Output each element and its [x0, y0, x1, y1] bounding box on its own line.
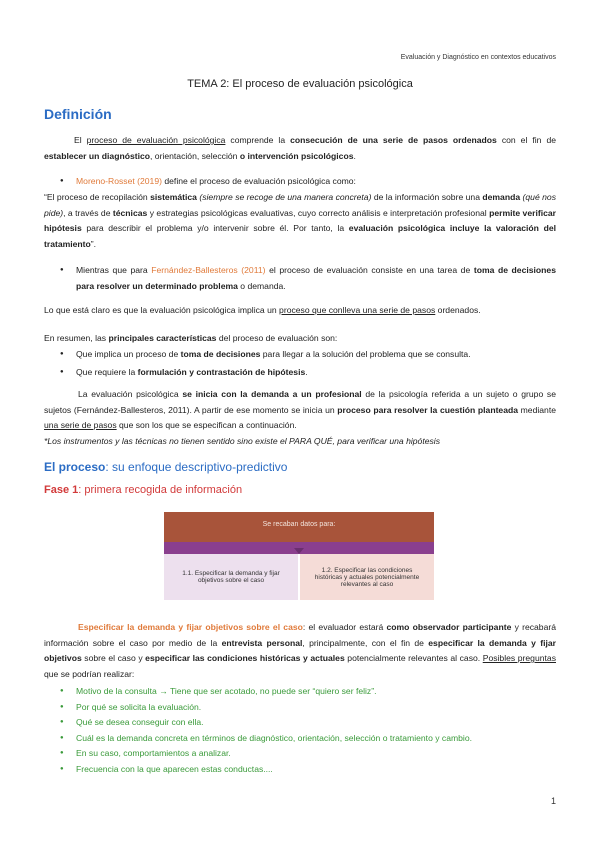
page-number: 1 [550, 796, 556, 806]
diagram-box-conditions: 1.2. Especificar las condiciones históricas y actuales potencialmente relevantes al caso [300, 554, 434, 600]
footnote-instruments: *Los instrumentos y las técnicas no tienen sentido sino existe el PARA QUÉ, para verificar una hipótesis [44, 436, 440, 446]
characteristics-list [60, 347, 556, 380]
paragraph-phase1: Especificar la demanda y fijar objetivos sobre el caso: el evaluador estará como observador participante y recabará información sobre el caso por medio de la entrevista personal, principalmente, con el fin de especificar la demanda y fijar objetivos sobre el caso y especificar las condiciones históricas y actuales potencialmente relevantes al caso. Posibles preguntas que se podrían realizar: [44, 622, 557, 679]
running-header: Evaluación y Diagnóstico en contextos educativos [400, 54, 556, 61]
quote-definition: “El proceso de recopilación sistemática (siempre se recoge de una manera concreta) de la información sobre una demanda (qué nos pide), a través de técnicas y estrategias psicológicas evaluativas, cuyo correcto análisis e interpretación profesional permite verificar hipótesis para describir el problema y/o intervenir sobre él. Por tanto, la evaluación psicológica incluye la valoración del tratamiento”. [44, 192, 556, 249]
phase-heading: Fase 1: primera recogida de información [44, 484, 243, 496]
list-item: ● Por qué se solicita la evaluación. [60, 700, 556, 716]
list-item: ● Cuál es la demanda concreta en términos de diagnóstico, orientación, selección o tratamiento y cambio. [60, 731, 556, 747]
page-title: TEMA 2: El proceso de evaluación psicológica [187, 78, 413, 90]
section-heading-proceso: El proceso: su enfoque descriptivo-predictivo [44, 460, 288, 474]
list-item: ● Que requiere la formulación y contrastación de hipótesis. [60, 365, 556, 381]
section-heading-definicion: Definición [44, 106, 112, 122]
paragraph-characteristics: En resumen, las principales características del proceso de evaluación son: [44, 333, 338, 343]
diagram-header: Se recaban datos para: [164, 512, 434, 542]
list-item: ● Motivo de la consulta → Tiene que ser acotado, no puede ser “quiero ser feliz”. [60, 684, 556, 700]
bullet-fernandez: ● Mientras que para Fernández-Ballesteros (2011) el proceso de evaluación consiste en una tarea de toma de decisiones para resolver un determinado problema o demanda. [60, 263, 556, 294]
list-item: ● En su caso, comportamientos a analizar. [60, 746, 556, 762]
phase-diagram [164, 512, 434, 600]
list-item: ● Frecuencia con la que aparecen estas conductas.... [60, 762, 556, 778]
list-item: ● Que implica un proceso de toma de decisiones para llegar a la solución del problema que se consulta. [60, 347, 556, 363]
list-item: ● Qué se desea conseguir con ella. [60, 715, 556, 731]
paragraph-demand: La evaluación psicológica se inicia con la demanda a un profesional de la psicología referida a un sujeto o grupo se sujetos (Fernández-Ballesteros, 2011). A partir de ese momento se inicia un proceso para resolver la cuestión planteada mediante una serie de pasos que son los que se especifican a continuación. [44, 389, 557, 430]
bullet-moreno: ● Moreno-Rosset (2019) define el proceso de evaluación psicológica como: [60, 174, 556, 190]
questions-list [60, 684, 556, 777]
diagram-box-demand: 1.1. Especificar la demanda y fijar objetivos sobre el caso [164, 554, 298, 600]
paragraph-definition: El proceso de evaluación psicológica comprende la consecución de una serie de pasos ordenados con el fin de establecer un diagnóstico, orientación, selección o intervención psicológicos. [44, 135, 556, 161]
paragraph-summary-process: Lo que está claro es que la evaluación psicológica implica un proceso que conlleva una serie de pasos ordenados. [44, 305, 481, 315]
